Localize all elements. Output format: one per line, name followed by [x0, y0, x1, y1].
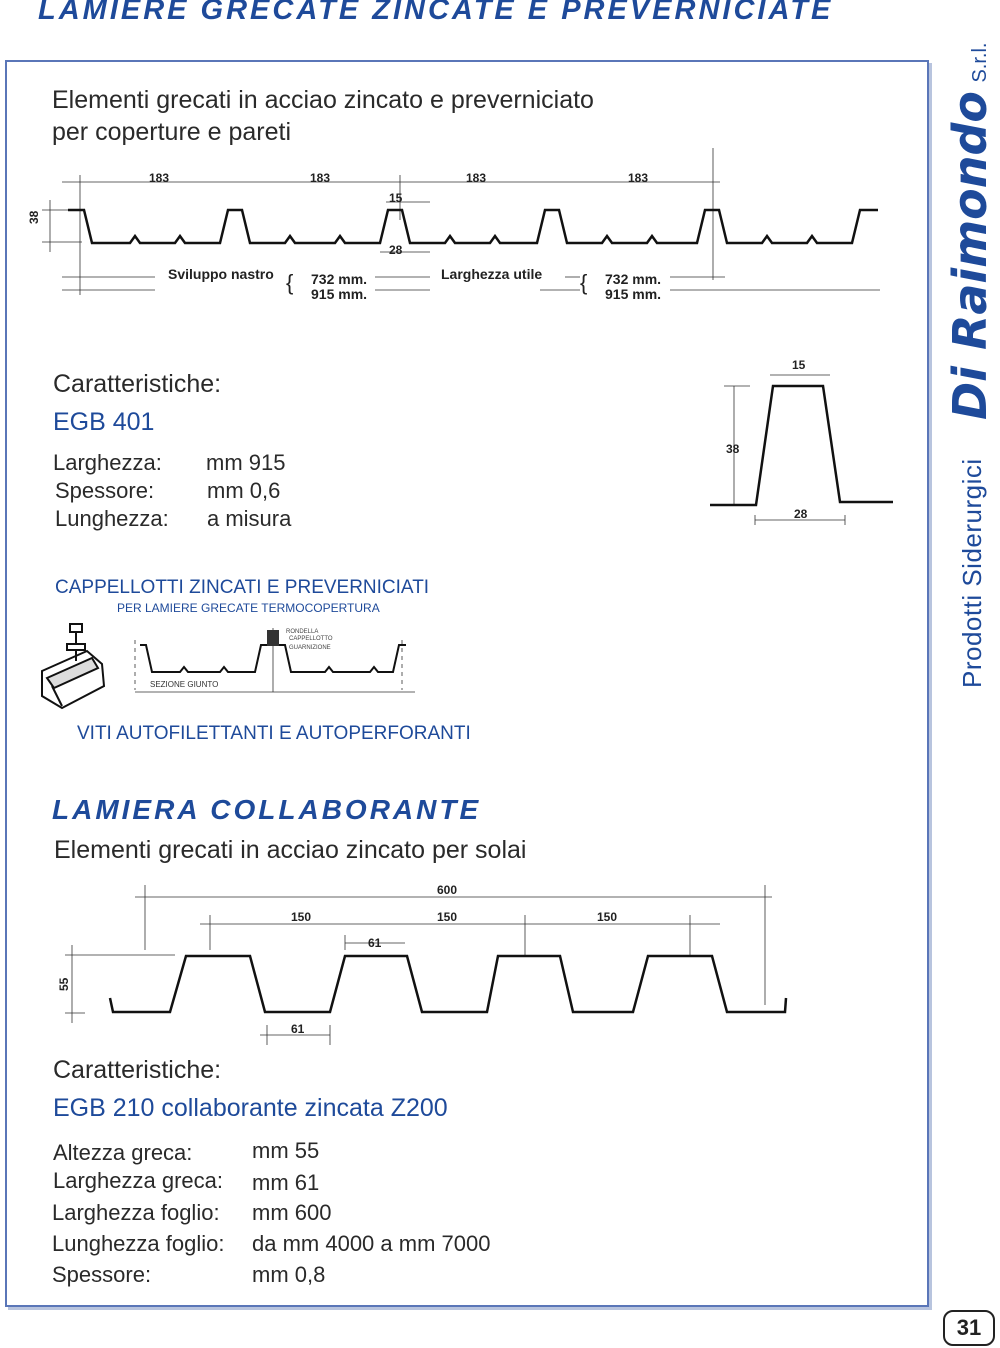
spec-value: mm 915: [206, 450, 286, 475]
spec-value: mm 600: [252, 1200, 332, 1225]
svg-text:{: {: [286, 270, 294, 295]
spec-value: mm 0,6: [207, 478, 281, 503]
dim-28-bottom: 28: [389, 243, 403, 257]
spec-value: mm 61: [252, 1170, 320, 1195]
brand-suffix: S.r.l.: [969, 42, 991, 83]
features-heading-1: Caratteristiche:: [53, 370, 222, 398]
spec-label: Spessore:: [52, 1262, 152, 1287]
sviluppo-value-1: 732 mm.: [311, 271, 368, 287]
spec-value: mm 55: [252, 1138, 320, 1163]
dim-61-top: 61: [368, 936, 382, 950]
dim-61-bottom: 61: [291, 1022, 305, 1036]
detail-dim-15: 15: [792, 358, 806, 372]
section1-intro-line1: Elementi grecati in acciao zincato e preverniciato: [52, 86, 594, 114]
cappellotto-illustration: [32, 616, 142, 711]
page-title: LAMIERE GRECATE ZINCATE E PREVERNICIATE: [38, 0, 834, 26]
section1-intro-line2: per coperture e pareti: [52, 118, 292, 146]
spec-label: Lunghezza:: [55, 506, 169, 531]
label-sezione-giunto: SEZIONE GIUNTO: [150, 680, 219, 689]
dim-150-b: 150: [437, 910, 458, 924]
dim-600: 600: [437, 883, 458, 897]
spec-label: Larghezza foglio:: [52, 1200, 220, 1225]
label-cappellotto: CAPPELLOTTO: [289, 636, 333, 642]
model-egb401: EGB 401: [53, 408, 155, 436]
dim-150-a: 150: [291, 910, 312, 924]
spec-label: Spessore:: [55, 478, 155, 503]
dim-15-top: 15: [389, 191, 403, 205]
spec-value: mm 0,8: [252, 1262, 326, 1287]
brand-tagline: Prodotti Siderurgici: [957, 458, 987, 688]
sviluppo-value-2: 915 mm.: [311, 286, 368, 302]
spec-value: da mm 4000 a mm 7000: [252, 1231, 491, 1256]
brand-name: Di Raimondo: [943, 90, 997, 420]
section2-title: LAMIERA COLLABORANTE: [52, 794, 482, 825]
dim-183-c: 183: [466, 171, 487, 185]
dim-150-c: 150: [597, 910, 618, 924]
collaborante-profile-drawing: [55, 880, 800, 1045]
dim-38-height: 38: [27, 210, 41, 224]
label-guarnizione: GUARNIZIONE: [289, 645, 331, 651]
dim-183-b: 183: [310, 171, 331, 185]
cappellotti-title: CAPPELLOTTI ZINCATI E PREVERNICIATI: [55, 577, 430, 598]
cappellotti-subtitle: PER LAMIERE GRECATE TERMOCOPERTURA: [117, 601, 380, 615]
viti-label: VITI AUTOFILETTANTI E AUTOPERFORANTI: [77, 723, 471, 744]
svg-text:{: {: [580, 270, 588, 295]
page-number: 31: [943, 1310, 995, 1346]
model-egb210: EGB 210 collaborante zincata Z200: [53, 1094, 448, 1122]
features-heading-2: Caratteristiche:: [53, 1056, 222, 1084]
sviluppo-nastro-label: Sviluppo nastro: [168, 266, 274, 282]
detail-dim-28: 28: [794, 507, 808, 521]
dim-183-d: 183: [628, 171, 649, 185]
larghezza-utile-label: Larghezza utile: [441, 266, 543, 282]
section2-intro: Elementi grecati in acciao zincato per solai: [54, 836, 527, 864]
spec-label: Lunghezza foglio:: [52, 1231, 225, 1256]
spec-label: Larghezza greca:: [53, 1168, 223, 1193]
brand-sidebar: [935, 42, 997, 700]
spec-label: Larghezza:: [53, 450, 162, 475]
larghezza-value-1: 732 mm.: [605, 271, 662, 287]
larghezza-value-2: 915 mm.: [605, 286, 662, 302]
dim-183-a: 183: [149, 171, 170, 185]
dim-55-height: 55: [57, 977, 71, 991]
label-rondella: RONDELLA: [286, 629, 319, 635]
spec-value: a misura: [207, 506, 292, 531]
spec-label: Altezza greca:: [53, 1140, 193, 1165]
detail-dim-38: 38: [726, 442, 740, 456]
egb401-profile-drawing: [20, 140, 900, 320]
